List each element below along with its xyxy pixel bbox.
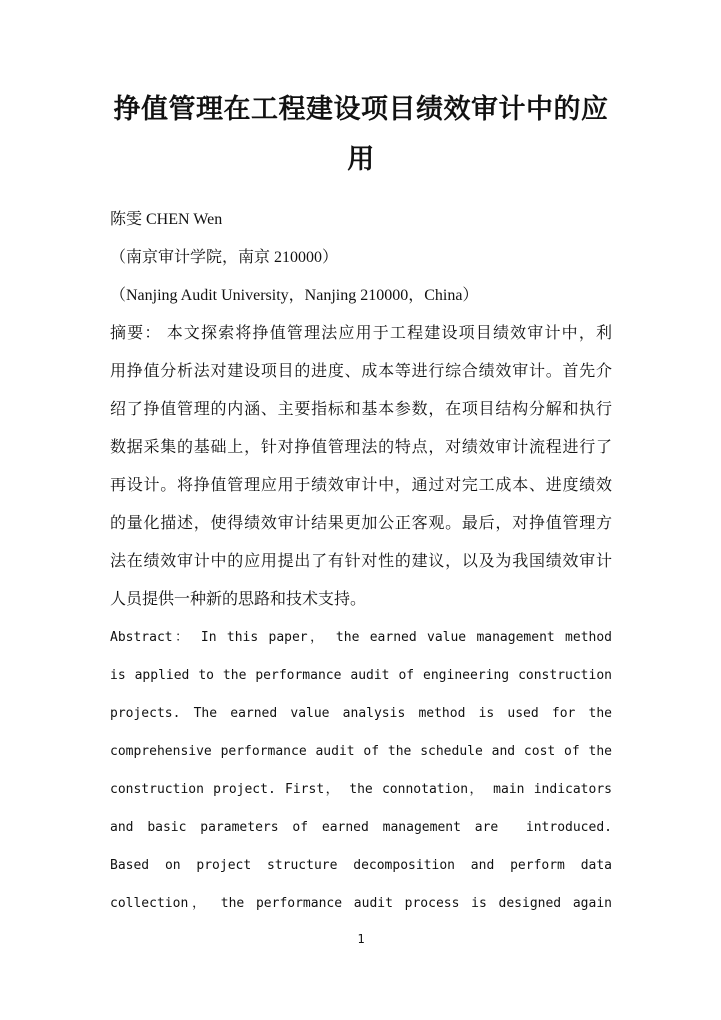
author-line: 陈雯 CHEN Wen bbox=[110, 211, 223, 228]
text-line: 数据采集的基础上，针对挣值管理法的特点，对绩效审计流程进行了 bbox=[110, 439, 612, 456]
text-line: collection， the performance audit process is designed again bbox=[110, 896, 612, 911]
text-line: projects. The earned value analysis method is used for the bbox=[110, 706, 612, 721]
text-line: 用 bbox=[347, 144, 375, 174]
abstract-chinese bbox=[110, 315, 612, 619]
text-line: 用挣值分析法对建设项目的进度、成本等进行综合绩效审计。首先介 bbox=[110, 363, 612, 380]
text-line: 摘要： 本文探索将挣值管理法应用于工程建设项目绩效审计中，利 bbox=[110, 325, 612, 342]
text-line: 再设计。将挣值管理应用于绩效审计中，通过对完工成本、进度绩效 bbox=[110, 477, 612, 494]
text-line: is applied to the performance audit of engineering construction bbox=[110, 668, 612, 683]
affiliation-chinese: （南京审计学院，南京 210000） bbox=[110, 249, 339, 266]
text-line: and basic parameters of earned management are introduced. bbox=[110, 820, 612, 835]
paper-title bbox=[110, 84, 612, 184]
author-block bbox=[110, 201, 612, 315]
text-line: 人员提供一种新的思路和技术支持。 bbox=[110, 591, 367, 608]
text-line: comprehensive performance audit of the schedule and cost of the bbox=[110, 744, 612, 759]
text-line: 的量化描述，使得绩效审计结果更加公正客观。最后，对挣值管理方 bbox=[110, 515, 612, 532]
text-line: Based on project structure decomposition and perform data bbox=[110, 858, 612, 873]
text-line: 绍了挣值管理的内涵、主要指标和基本参数，在项目结构分解和执行 bbox=[110, 401, 612, 418]
affiliation-english: （Nanjing Audit University，Nanjing 210000，China） bbox=[110, 287, 479, 304]
text-line: 法在绩效审计中的应用提出了有针对性的建议，以及为我国绩效审计 bbox=[110, 553, 612, 570]
text-line: construction project. First， the connotation， main indicators bbox=[110, 782, 612, 797]
text-line: Abstract： In this paper， the earned value management method bbox=[110, 630, 612, 645]
abstract-english bbox=[110, 619, 612, 923]
page-number: 1 bbox=[357, 932, 365, 946]
text-line: 挣值管理在工程建设项目绩效审计中的应 bbox=[113, 94, 609, 124]
